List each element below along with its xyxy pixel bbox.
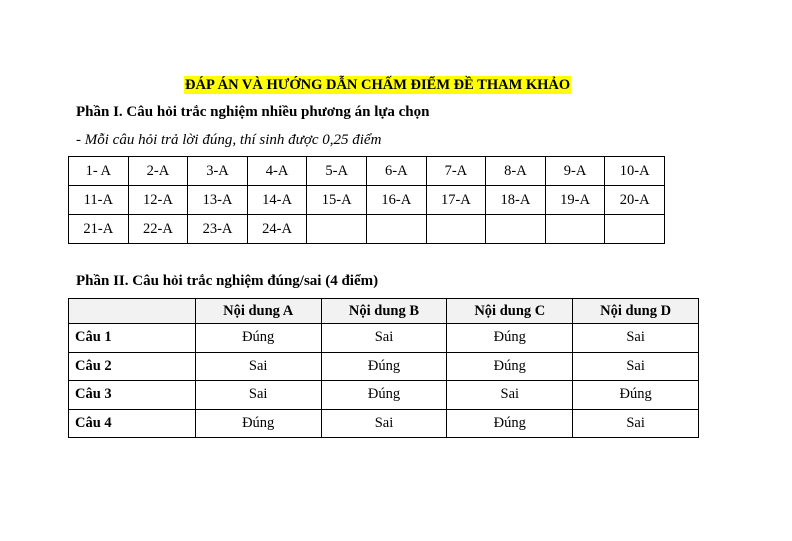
column-header: Nội dung D	[573, 299, 699, 324]
answer-cell: 6-A	[366, 157, 426, 186]
answer-cell: Đúng	[447, 324, 573, 353]
table-header-row	[69, 299, 699, 324]
answer-cell: 11-A	[69, 186, 129, 215]
table-row	[69, 409, 699, 438]
answer-cell: Đúng	[195, 324, 321, 353]
answer-cell: Đúng	[195, 409, 321, 438]
row-label: Câu 4	[69, 409, 196, 438]
answer-cell: 2-A	[128, 157, 188, 186]
document-title: ĐÁP ÁN VÀ HƯỚNG DẪN CHẤM ĐIỂM ĐỀ THAM KHẢO	[185, 77, 571, 93]
answer-cell: 14-A	[247, 186, 307, 215]
part1-note: - Mỗi câu hỏi trả lời đúng, thí sinh được 0,25 điểm	[76, 132, 382, 148]
answer-cell: 17-A	[426, 186, 486, 215]
answer-cell: 13-A	[188, 186, 248, 215]
answer-cell: 24-A	[247, 215, 307, 244]
answer-cell: 10-A	[605, 157, 665, 186]
answer-cell: 19-A	[545, 186, 605, 215]
table-row	[69, 215, 665, 244]
answer-cell: 20-A	[605, 186, 665, 215]
answer-cell: Sai	[573, 409, 699, 438]
answer-cell: Sai	[573, 352, 699, 381]
part1-heading: Phần I. Câu hỏi trắc nghiệm nhiều phương án lựa chọn	[76, 104, 430, 120]
table-row	[69, 324, 699, 353]
row-label: Câu 3	[69, 381, 196, 410]
answer-cell	[426, 215, 486, 244]
answer-cell	[307, 215, 367, 244]
answer-cell	[366, 215, 426, 244]
answer-cell: 18-A	[486, 186, 546, 215]
answer-cell: 8-A	[486, 157, 546, 186]
answer-cell: Sai	[321, 324, 447, 353]
answer-cell: 22-A	[128, 215, 188, 244]
part2-heading: Phần II. Câu hỏi trắc nghiệm đúng/sai (4 điểm)	[76, 273, 379, 289]
answer-cell: 15-A	[307, 186, 367, 215]
answer-cell: Sai	[195, 352, 321, 381]
answer-cell: Đúng	[321, 352, 447, 381]
column-header	[69, 299, 196, 324]
answer-cell: Sai	[447, 381, 573, 410]
answer-cell: 23-A	[188, 215, 248, 244]
answer-cell: 3-A	[188, 157, 248, 186]
answer-cell: Sai	[321, 409, 447, 438]
answer-cell	[486, 215, 546, 244]
answer-cell	[605, 215, 665, 244]
column-header: Nội dung C	[447, 299, 573, 324]
answer-cell: 4-A	[247, 157, 307, 186]
answer-cell: 1- A	[69, 157, 129, 186]
answer-cell: Sai	[195, 381, 321, 410]
part1-answer-table	[68, 156, 665, 244]
column-header: Nội dung A	[195, 299, 321, 324]
answer-cell: Sai	[573, 324, 699, 353]
part2-answer-table	[68, 298, 699, 438]
answer-cell: 9-A	[545, 157, 605, 186]
answer-cell: 12-A	[128, 186, 188, 215]
answer-cell: 21-A	[69, 215, 129, 244]
answer-cell: Đúng	[447, 409, 573, 438]
column-header: Nội dung B	[321, 299, 447, 324]
table-row	[69, 352, 699, 381]
table-row	[69, 381, 699, 410]
row-label: Câu 1	[69, 324, 196, 353]
answer-cell: Đúng	[321, 381, 447, 410]
answer-cell: Đúng	[573, 381, 699, 410]
answer-cell: Đúng	[447, 352, 573, 381]
answer-cell: 16-A	[366, 186, 426, 215]
table-row	[69, 186, 665, 215]
answer-cell	[545, 215, 605, 244]
table-row	[69, 157, 665, 186]
answer-cell: 5-A	[307, 157, 367, 186]
answer-cell: 7-A	[426, 157, 486, 186]
row-label: Câu 2	[69, 352, 196, 381]
